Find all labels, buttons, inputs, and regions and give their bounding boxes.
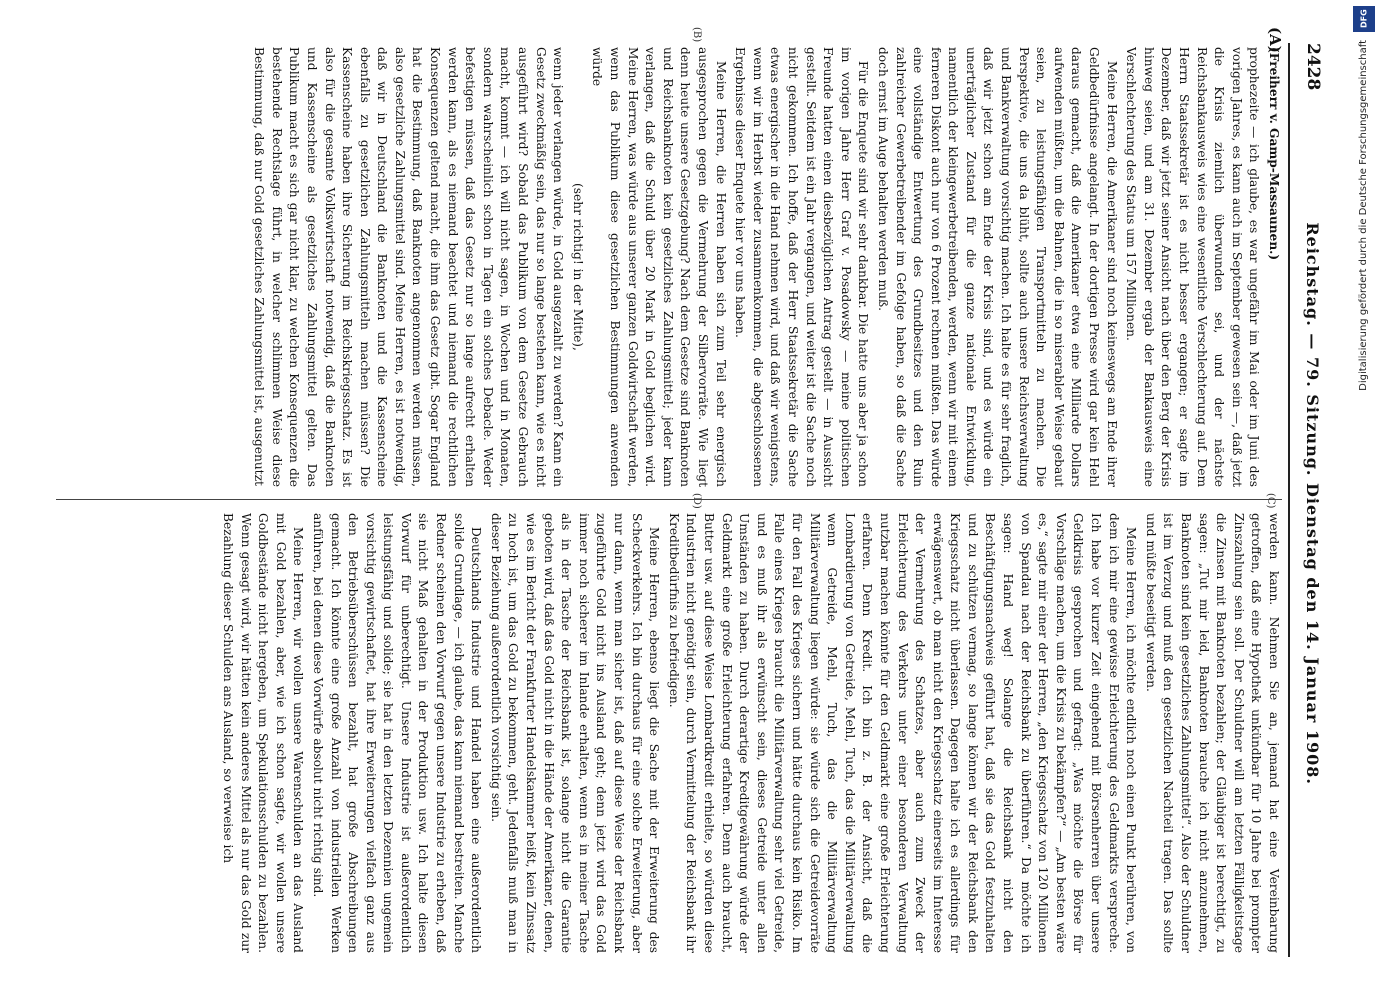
left-paragraph: Meine Herren, die Amerikaner sind noch keineswegs am Ende ihrer Geldbedürfnisse angelangt. In der dortigen Presse wird gar kein Hehl daraus gemacht, daß die Amerikaner etwa eine Milliarde Dollars aufwenden müßten, um die Bahnen, die in so miserabler Weise gebaut seien, zu leistungsfähigen Transportmitteln zu machen. Die Perspektive, die uns da blüht, sollte auch unsere Reichsverwaltung und Bankverwaltung vorsichtig machen. Ich halte es für sehr fraglich, daß wir jetzt schon am Ende der Krisis sind, und es würde ein unerträglicher Zustand für die ganze nationale Entwicklung, namentlich der kleingewerbetreibenden, werden, wenn wir mit einem ferneren Diskont auch nur von 6 Prozent rechnen müßten. Das würde eine vollständige Entwertung des Grundbesitzes und den Ruin zahlreicher Gewerbetreibender im Gefolge haben, so daß die Sache doch ernst im Auge behalten werden muß.: [875, 47, 1119, 487]
right-paragraph: Deutschlands Industrie und Handel haben eine außerordentlich solide Grundlage, — ich glaube, das kann niemand bestreiten. Manche Redner scheinen den Vorwurf gegen unsere Industrie zu erheben, daß sie nicht Maß gehalten in der Produktion usw. Ich halte diesen Vorwurf für unberechtigt. Unsere Industrie ist außerordentlich leistungsfähig und solide; sie hat in den letzten Dezennien ungemein vorsichtig gewirtschaftet, hat ihre Erweiterungen vielfach ganz aus den Betriebsüberschüssen bezahlt, hat große Abschreibungen gemacht. Ich könnte eine große Anzahl von industriellen Werken anführen, bei denen diese Vorwürfe absolut nicht richtig sind.: [310, 513, 483, 953]
speaker-label: (Freiherr v. Gamp-Massaunen.): [1266, 47, 1281, 261]
right-paragraph: werden kann. Nehmen Sie an, jemand hat eine Vereinbarung getroffen, daß eine Hypothek unkündbar für 10 Jahre bei prompter Zinszahlung sein soll. Der Schuldner will am letzten Fälligkeitstage die Zinsen mit Banknoten bezahlen; der Gläubiger ist berechtigt, zu sagen: „Tut mir leid, Banknoten brauche ich nicht anzunehmen, Banknoten sind kein gesetzliches Zahlungsmittel“. Also der Schuldner ist im Verzug und muß den gesetzlichen Nachteil tragen. Das sollte und müßte beseitigt werden.: [1143, 513, 1281, 953]
header-rule: [1288, 43, 1290, 957]
column-divider: [56, 499, 1282, 500]
right-paragraph: Meine Herren, wir wollen unsere Warenschulden an das Ausland mit Gold bezahlen, aber, wie ich schon sagte, wir wollen unsere Goldbestände nicht hergeben, um Spekulationsschulden zu bezahlen. Wenn gesagt wird, wir hätten kein anderes Mittel als nur das Gold zur Bezahlung dieser Schulden ans Ausland, so verweise ich: [220, 513, 305, 953]
right-column: [56, 513, 1282, 953]
right-paragraph: Meine Herren, ebenso liegt die Sache mit der Erweiterung des Scheckverkehrs. Ich bin durchaus für eine solche Erweiterung, aber nur dann, wenn man sicher ist, daß auf diese Weise der Reichsbank zugeführte Gold nicht ins Ausland geht; denn jetzt wird das Gold immer noch sicherer im Inlande erhalten, wenn es in meiner Tasche als in der Tasche der Reichsbank ist, solange nicht die Garantie geboten wird, daß das Gold nicht in die Hände der Amerikaner, denen, wie es im Bericht der Frankfurter Handelskammer heißt, kein Zinssatz zu hoch ist, um das Gold zu bekommen, geht. Jedenfalls muß man in dieser Beziehung außerordentlich vorsichtig sein.: [488, 513, 661, 953]
digitization-note: Digitalisierung gefördert durch die Deutsche Forschungsgemeinschaft: [1358, 40, 1369, 391]
left-paragraph: Meine Herren, die Herren haben sich zum Teil sehr energisch ausgesprochen gegen die Vermehrung der Silbervorräte. Wie liegt denn heute unsere Gesetzgebung? Nach dem Gesetze sind Banknoten und Reichsbanknoten kein gesetzliches Zahlungsmittel; jeder kann verlangen, daß die Schuld über 20 Mark in Gold beglichen wird. Meine Herren, was würde aus unserer ganzen Goldwirtschaft werden, wenn das Publikum diese gesetzlichen Bestimmungen anwenden würde: [589, 47, 728, 487]
section-marker-d: (D): [690, 493, 702, 509]
section-marker-b: (B): [690, 27, 702, 43]
section-marker-a: (A): [1265, 27, 1284, 53]
left-paragraph: prophezeite — ich glaube, es war ungefähr im Mai oder im Juni des vorigen Jahres, es kann auch im September gewesen sein —, daß jetzt die Krisis ziemlich überwunden sei, und der nächste Reichsbankausweis wies eine wesentliche Verschlechterung auf. Dem Herrn Staatssekretär ist es nicht besser ergangen; er sagte im Dezember, daß wir jetzt seiner Ansicht nach über den Berg der Krisis hinweg seien, und am 31. Dezember ergab der Bankausweis eine Verschlechterung des Status um 157 Millionen.: [1123, 47, 1261, 487]
interjection: (sehr richtig! in der Mitte),: [570, 183, 585, 351]
right-paragraph: Meine Herren, ich möchte endlich noch einen Punkt berühren, von dem ich mir eine gewisse Erleichterung des Geldmarkts verspreche. Ich habe vor kurzer Zeit eingehend mit Börsenherren über unsere Geldkrisis gesprochen und gefragt: „Was möchte die Börse für Vorschläge machen, um die Krisis zu bekämpfen?“ — „Am besten wäre es,“ sagte mir einer der Herren, „den Kriegsschatz von 120 Millionen von Spandau nach der Reichsbank zu überführen.“ Da möchte ich sagen: Hand weg! Solange die Reichsbank nicht den Beschäftigungsnachweis geführt hat, daß sie das Gold festzuhalten und zu schützen vermag, so lange können wir der Reichsbank den Kriegsschatz nicht überlassen. Dagegen halte ich es allerdings für erwägenswert, ob man nicht den Kriegsschatz einerseits im Interesse der Vermehrung des Schatzes, aber auch zum Zweck der Erleichterung des Verkehrs unter einer besonderen Verwaltung nutzbar machen könnte für den Geldmarkt eine große Erleichterung erfahren. Denn Kredit. Ich bin z. B. der Ansicht, daß die Lombardierung von Getreide, Mehl, Tuch, das die Militärverwaltung wenn Getreide, Mehl, Tuch, das die Militärverwaltung Militärverwaltung liegen würde: sie würde sich die Getreidevorräte für den Fall des Krieges sichern und hätte durchaus kein Risiko. Im Falle eines Krieges braucht die Militärverwaltung sehr viel Getreide, und es muß ihr als erwünscht sein, dieses Getreide unter allen Umständen zu haben. Durch derartige Kreditgewährung würde der Geldmarkt eine große Erleichterung erfahren. Denn auch braucht, Butter usw. auf diese Weise Lombardkredit erhielte, so würden diese Industrien nicht genötigt sein, durch Vermittelung der Reichsbank ihr Kreditbedürfnis zu befriedigen.: [666, 513, 1138, 953]
dfg-logo: DFG: [1353, 6, 1375, 32]
left-column: [56, 47, 1282, 487]
page-number: 2428: [1302, 43, 1323, 91]
page-title: Reichstag. — 79. Sitzung. Dienstag den 14. Januar 1908.: [1303, 222, 1322, 785]
section-marker-c: (C): [1264, 493, 1276, 509]
page-header: [1292, 43, 1334, 957]
left-paragraph: Für die Enquete sind wir sehr dankbar. Die hatte uns aber ja schon im vorigen Jahre Herr Graf v. Posadowsky — meine politischen Freunde hatten einen diesbezüglichen Antrag gestellt — in Aussicht gestellt. Seitdem ist ein Jahr vergangen, und weiter ist die Sache noch nicht gekommen. Ich hoffe, daß der Herr Staatssekretär die Sache etwas energischer in die Hand nehmen wird, und daß wir wenigstens, wenn wir im Herbst wieder zusammenkommen, die abgeschlossenen Ergebnisse dieser Enquete hier vor uns haben.: [732, 47, 870, 487]
rotated-scan: [42, 25, 1342, 975]
left-paragraph: wenn jeder verlangen würde, in Gold ausgezahlt zu werden? Kann ein Gesetz zweckmäßig sein, das nur so lange bestehen kann, wie es nicht ausgeführt wird? Sobald das Publikum von dem Gesetze Gebrauch macht, kommt — ich will nicht sagen, in Wochen und in Monaten, sondern wahrscheinlich schon in Tagen ein solches Debacle. Weder befestigen müssen, daß das Gesetz nur so lange aufrecht erhalten werden kann, als es niemand beachtet und niemand die rechtlichen Konsequenzen geltend macht, die ihm das Gesetz gibt. Sogar England hat die Bestimmung, daß Banknoten angenommen werden müssen, also gesetzliche Zahlungsmittel sind. Meine Herren, es ist notwendig, daß wir in Deutschland die Banknoten und die Kassenscheine ebenfalls zu gesetzlichen Zahlungsmitteln machen müssen? Die Kassenscheine haben ihre Sicherung im Reichskriegsschatz. Es ist also für die gesamte Volkswirtschaft notwendig, daß die Banknoten und Kassenscheine als gesetzliches Zahlungsmittel gelten. Das Publikum macht es sich gar nicht klar, zu welchen Konsequenzen die bestehende Rechtslage führt, in welcher schlimmen Weise diese Bestimmung, daß nur Gold gesetzliches Zahlungsmittel ist, ausgenutzt: [251, 47, 565, 487]
page-content: [42, 25, 1342, 975]
side-strip: [1349, 0, 1377, 1000]
